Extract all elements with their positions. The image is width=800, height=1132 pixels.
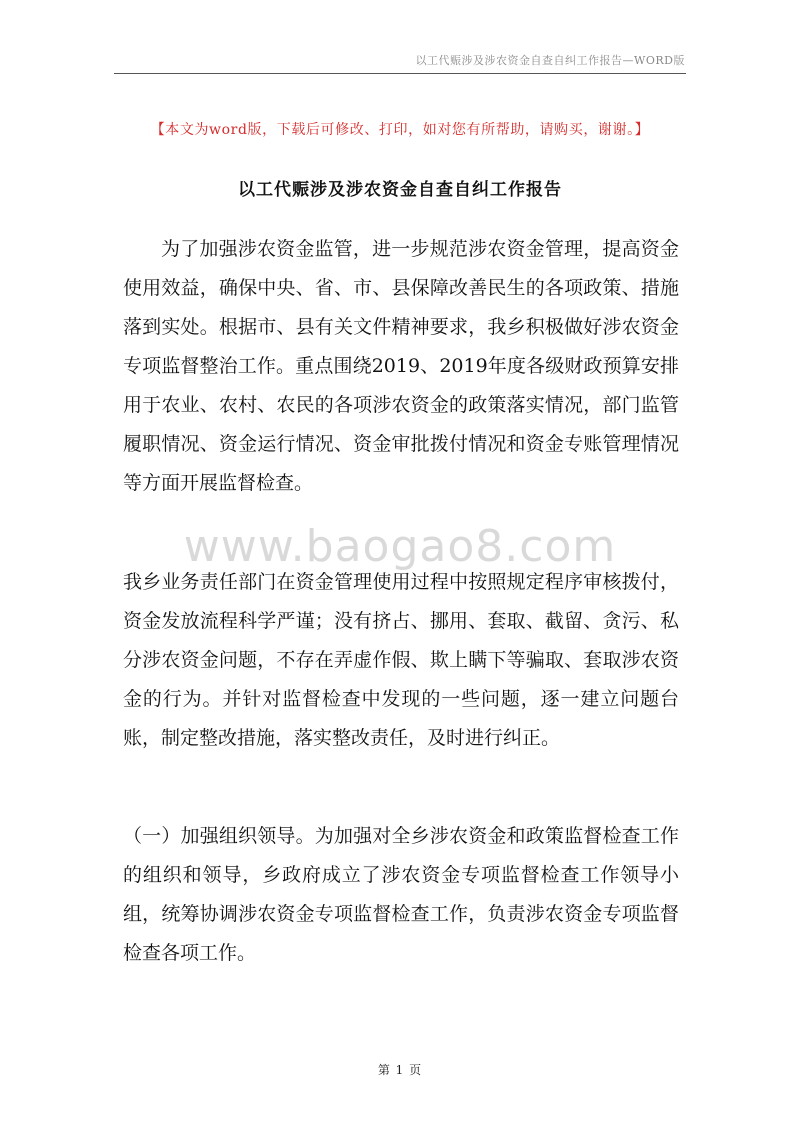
download-notice: 【本文为word版，下载后可修改、打印，如对您有所帮助，请购买，谢谢。】 [150, 122, 650, 138]
header-divider [114, 73, 686, 74]
watermark: www.baogao8.com [183, 521, 617, 572]
page-number: 第 1 页 [377, 1063, 423, 1077]
document-title: 以工代赈涉及涉农资金自查自纠工作报告 [238, 180, 562, 200]
paragraph-intro: 为了加强涉农资金监管，进一步规范涉农资金管理，提高资金使用效益，确保中央、省、市、县保障改善民生的各项政策、措施落到实处。根据市、县有关文件精神要求，我乡积极做好涉农资金专项监督整治工作。重点围绕2019、2019年度各级财政预算安排用于农业、农村、农民的各项涉农资金的政策落实情况，部门监管履职情况、资金运行情况、资金审批拨付情况和资金专账管理情况等方面开展监督检查。 [123, 238, 679, 494]
paragraph-findings: 我乡业务责任部门在资金管理使用过程中按照规定程序审核拨付，资金发放流程科学严谨；没有挤占、挪用、套取、截留、贪污、私分涉农资金问题，不存在弄虚作假、欺上瞒下等骗取、套取涉农资金的行为。并针对监督检查中发现的一些问题，逐一建立问题台账，制定整改措施，落实整改责任，及时进行纠正。 [123, 571, 679, 749]
running-header: 以工代赈涉及涉农资金自查自纠工作报告—WORD版 [415, 54, 685, 67]
paragraph-organization: （一）加强组织领导。为加强对全乡涉农资金和政策监督检查工作的组织和领导，乡政府成立了涉农资金专项监督检查工作领导小组，统筹协调涉农资金专项监督检查工作，负责涉农资金专项监督检查各项工作。 [123, 825, 679, 964]
